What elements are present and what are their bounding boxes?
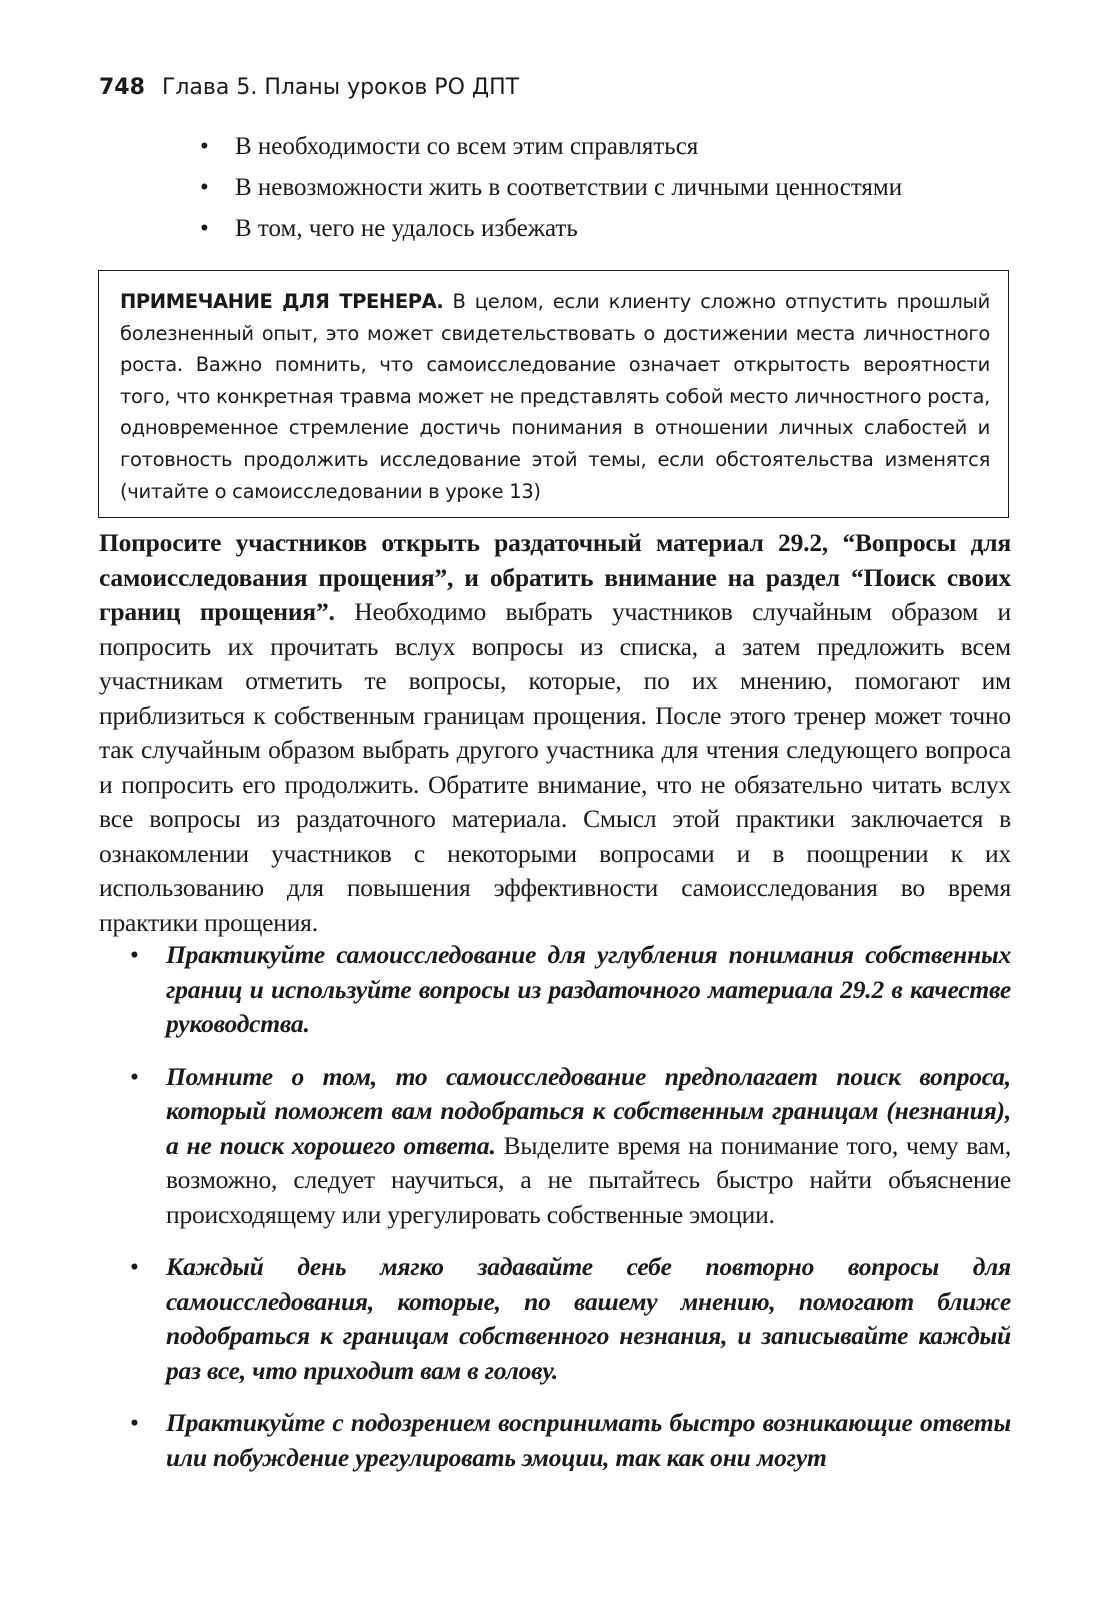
list-item-emphasis: Помните о том, то самоисследование предполагает поиск вопроса, который поможет вам подобраться к собственным границам (незнания), а не поиск хорошего ответа. bbox=[166, 1061, 1011, 1160]
list-item bbox=[130, 938, 1011, 1042]
list-item bbox=[130, 1406, 1011, 1475]
note-label: ПРИМЕЧАНИЕ ДЛЯ ТРЕНЕРА. bbox=[120, 290, 444, 313]
list-item bbox=[130, 1060, 1011, 1233]
running-title: Глава 5. Планы уроков РО ДПТ bbox=[161, 75, 520, 100]
list-item bbox=[130, 1250, 1011, 1388]
list-item-emphasis: Практикуйте с подозрением воспринимать быстро возникающие ответы или побуждение урегулировать эмоции, так как они могут bbox=[166, 1408, 1011, 1472]
trainer-note-box bbox=[98, 270, 1009, 518]
list-item: • В том, чего не удалось избежать bbox=[200, 213, 1020, 254]
running-header bbox=[99, 74, 519, 102]
list-item-emphasis: Практикуйте самоисследование для углубления понимания собственных границ и используйте вопросы из раздаточного материала 29.2 в качестве руководства. bbox=[166, 940, 1011, 1038]
instruction-paragraph bbox=[99, 526, 1011, 940]
practice-bullet-list bbox=[130, 938, 1011, 1493]
paragraph-bold-lead: Попросите участников открыть раздаточный материал 29.2, “Вопросы для самоисследования прощения”, и обратить внимание на раздел “Поиск своих границ прощения”. bbox=[99, 528, 1011, 626]
list-item-emphasis: Каждый день мягко задавайте себе повторно вопросы для самоисследования, которые, по вашему мнению, помогают ближе подобраться к границам собственного незнания, и записывайте каждый раз все, что приходит вам в голову. bbox=[166, 1252, 1011, 1385]
list-item-text: Выделите время на понимание того, чему вам, возможно, следует научиться, а не пытайтесь быстро найти объяснение происходящему или урегулировать собственные эмоции. bbox=[166, 1130, 1011, 1229]
paragraph-text: Необходимо выбрать участников случайным образом и попросить их прочитать вслух вопросы из списка, а затем предложить всем участникам отметить те вопросы, которые, по их мнению, помогают им приблизиться к собственным границам прощения. После этого тренер может точно так случайным образом выбрать другого участника для чтения следующего вопроса и попросить его продолжить. Обратите внимание, что не обязательно читать вслух все вопросы из раздаточного материала. Смысл этой практики заключается в ознакомлении участников с некоторыми вопросами и в поощрении к их использованию для повышения эффективности самоисследования во время практики прощения. bbox=[99, 597, 1011, 937]
note-text: В целом, если клиенту сложно отпустить прошлый болезненный опыт, это может свидетельствовать о достижении места личностного роста. Важно помнить, что самоисследование означает открытость вероятности того, что конкретная травма может не представлять собой место личностного роста, одновременное стремление достичь понимания в отношении личных слабостей и готовность продолжить исследование этой темы, если обстоятельства изменятся (читайте о самоисследовании в уроке 13) bbox=[120, 290, 990, 503]
list-item: • В необходимости со всем этим справляться bbox=[200, 131, 1020, 172]
top-bullet-list bbox=[200, 131, 1020, 254]
page-number: 748 bbox=[99, 75, 145, 100]
list-item: • В невозможности жить в соответствии с личными ценностями bbox=[200, 172, 1020, 213]
